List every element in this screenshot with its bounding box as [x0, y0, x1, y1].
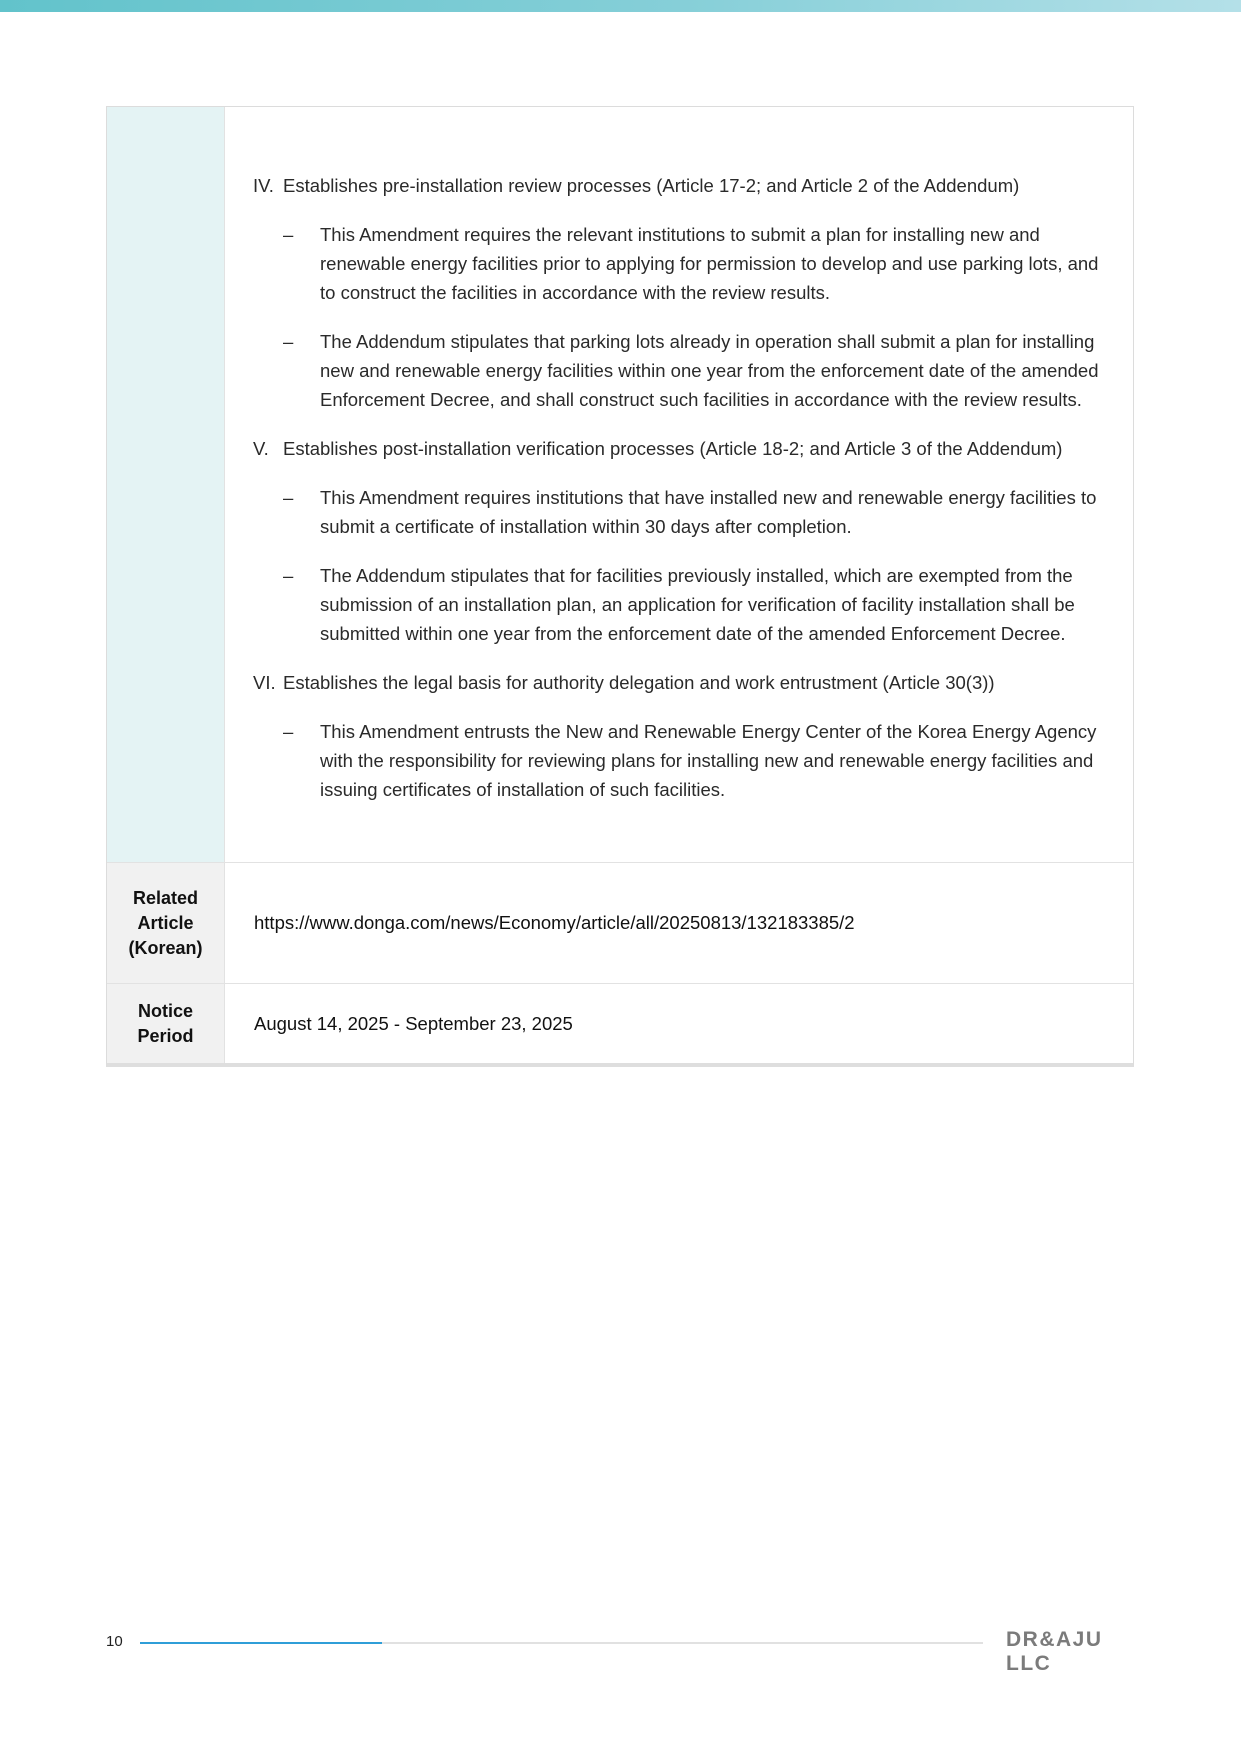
- top-accent-bar: [0, 0, 1241, 12]
- dash-bullet: –: [283, 487, 294, 508]
- list-item: [283, 717, 1111, 804]
- section-v: [253, 434, 1111, 648]
- list-item: [283, 327, 1111, 414]
- list-item: [283, 220, 1111, 307]
- bullet-text: This Amendment requires institutions that have installed new and renewable energy facilities to submit a certificate of installation within 30 days after completion.: [320, 487, 1097, 537]
- list-item: [283, 561, 1111, 648]
- section-numeral: VI.: [253, 672, 276, 693]
- label-line: Period: [137, 1025, 194, 1046]
- label-line: Notice: [137, 1000, 193, 1021]
- brand-logo: DR&AJU LLC: [1006, 1628, 1103, 1675]
- section-heading: Establishes pre-installation review processes (Article 17-2; and Article 2 of the Addendum): [283, 175, 1020, 196]
- notice-period-label: [107, 984, 225, 1063]
- notice-period-value: August 14, 2025 - September 23, 2025: [254, 1012, 573, 1034]
- related-article-row: [107, 863, 1133, 984]
- label-line: Related: [132, 887, 198, 908]
- summary-table: [106, 106, 1134, 1067]
- bullet-text: The Addendum stipulates that for facilities previously installed, which are exempted from the submission of an installation plan, an application for verification of facility installation shall be submitted within one year from the enforcement date of the amended Enforcement Decree.: [320, 565, 1075, 644]
- notice-period-cell: [225, 984, 1133, 1063]
- section-iv: [253, 171, 1111, 414]
- dash-bullet: –: [283, 565, 294, 586]
- page-number: 10: [106, 1633, 123, 1650]
- bullet-text: This Amendment requires the relevant institutions to submit a plan for installing new and renewable energy facilities prior to applying for permission to develop and use parking lots, and to construct the facilities in accordance with the review results.: [320, 224, 1099, 303]
- related-article-link[interactable]: https://www.donga.com/news/Economy/article/all/20250813/132183385/2: [254, 912, 855, 933]
- related-article-cell: [225, 863, 1133, 983]
- bullet-text: This Amendment entrusts the New and Renewable Energy Center of the Korea Energy Agency with the responsibility for reviewing plans for installing new and renewable energy facilities and issuing certificates of installation of such facilities.: [320, 721, 1097, 800]
- list-item: [283, 483, 1111, 541]
- footer-progress-track: [140, 1642, 983, 1644]
- label-line: (Korean): [128, 937, 203, 958]
- section-heading: Establishes the legal basis for authority delegation and work entrustment (Article 30(3)): [283, 672, 995, 693]
- section-numeral: IV.: [253, 175, 274, 196]
- notice-period-row: [107, 984, 1133, 1063]
- footer-progress-fill: [140, 1642, 382, 1644]
- section-numeral: V.: [253, 438, 269, 459]
- dash-bullet: –: [283, 721, 294, 742]
- related-article-label: [107, 863, 225, 983]
- bullet-text: The Addendum stipulates that parking lots already in operation shall submit a plan for installing new and renewable energy facilities within one year from the enforcement date of the amended Enforcement Decree, and shall construct such facilities in accordance with the review results.: [320, 331, 1099, 410]
- label-line: Article: [137, 912, 194, 933]
- dash-bullet: –: [283, 224, 294, 245]
- main-content-cell: [225, 107, 1133, 862]
- dash-bullet: –: [283, 331, 294, 352]
- main-content-row: [107, 107, 1133, 863]
- section-heading: Establishes post-installation verification processes (Article 18-2; and Article 3 of the Addendum): [283, 438, 1063, 459]
- main-label-cell: [107, 107, 225, 862]
- section-vi: [253, 668, 1111, 804]
